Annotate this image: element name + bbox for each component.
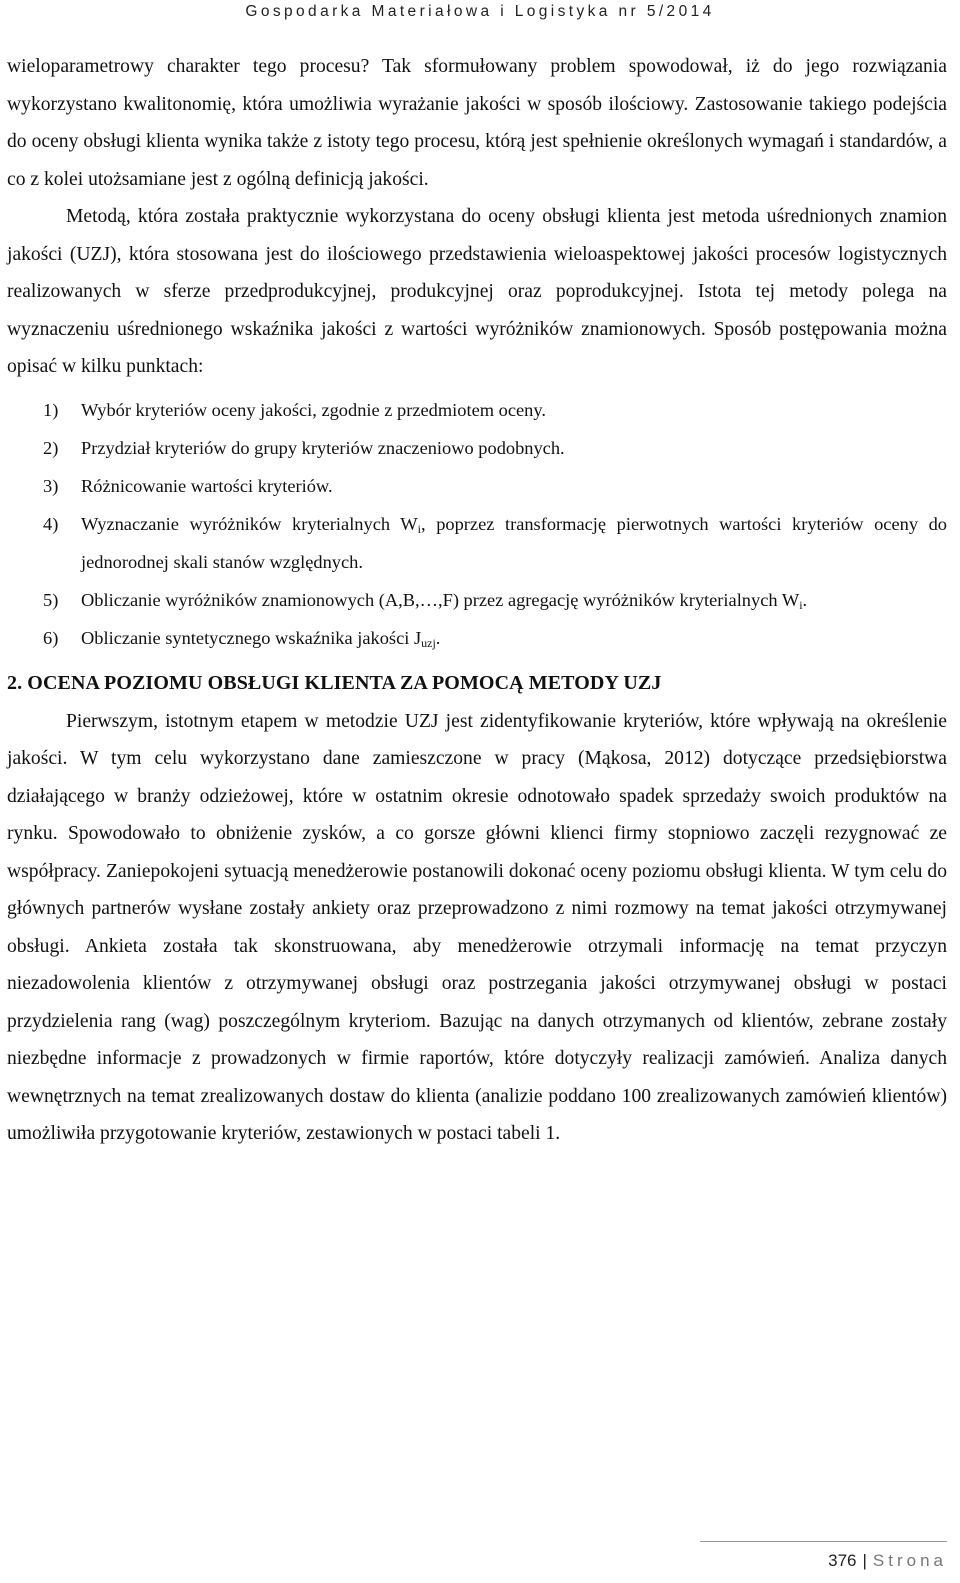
step-number: 4) bbox=[43, 513, 59, 534]
section-heading: 2. OCENA POZIOMU OBSŁUGI KLIENTA ZA POMOCĄ METODY UZJ bbox=[7, 671, 662, 694]
list-item bbox=[7, 429, 947, 467]
page-number: 376 bbox=[828, 1551, 857, 1570]
subscript: i bbox=[417, 521, 422, 536]
footer-rule bbox=[700, 1541, 947, 1542]
list-item bbox=[7, 619, 947, 657]
step-text: Różnicowanie wartości kryteriów. bbox=[81, 475, 333, 496]
step-number: 6) bbox=[43, 627, 59, 648]
step-text-after: , poprzez transformację pierwotnych wartości kryteriów oceny do jednorodnej skali stanów względnych. bbox=[81, 513, 947, 572]
step-number: 2) bbox=[43, 437, 59, 458]
step-text: Przydział kryteriów do grupy kryteriów znaczeniowo podobnych. bbox=[81, 437, 565, 458]
step-text: Wybór kryteriów oceny jakości, zgodnie z przedmiotem oceny. bbox=[81, 399, 546, 420]
step-text: Obliczanie syntetycznego wskaźnika jakości J bbox=[81, 627, 422, 648]
steps-list bbox=[7, 391, 947, 657]
page-footer bbox=[828, 1546, 947, 1576]
paragraph-intro: wieloparametrowy charakter tego procesu? Tak sformułowany problem spowodował, iż do jego rozwiązania wykorzystano kwalitonomię, która umożliwia wyrażanie jakości w sposób ilościowy. Zastosowanie takiego podejścia do oceny obsługi klienta wynika także z istoty tego procesu, którą jest spełnienie określonych wymagań i standardów, a co z kolei utożsamiane jest z ogólną definicją jakości. bbox=[7, 56, 947, 190]
step-text-after: . bbox=[802, 589, 808, 610]
step-text: Wyznaczanie wyróżników kryterialnych W bbox=[81, 513, 418, 534]
list-item bbox=[7, 467, 947, 505]
paragraph-method: Metodą, która została praktycznie wykorzystana do oceny obsługi klienta jest metoda uśrednionych znamion jakości (UZJ), która stosowana jest do ilościowego przedstawienia wieloaspektowej jakości procesów logistycznych realizowanych w sferze przedprodukcyjnej, produkcyjnej oraz poprodukcyjnej. Istota tej metody polega na wyznaczeniu uśrednionego wskaźnika jakości z wartości wyróżników znamionowych. Sposób postępowania można opisać w kilku punktach: bbox=[7, 206, 947, 377]
list-item bbox=[7, 505, 947, 581]
step-text: Obliczanie wyróżników znamionowych (A,B,…,F) przez agregację wyróżników kryterialnych W bbox=[81, 589, 800, 610]
subscript: uzj bbox=[421, 635, 436, 650]
footer-separator: | bbox=[862, 1551, 867, 1570]
step-text-after: . bbox=[435, 627, 441, 648]
step-number: 5) bbox=[43, 589, 59, 610]
step-number: 3) bbox=[43, 475, 59, 496]
page-body bbox=[7, 48, 947, 1153]
journal-header: Gospodarka Materiałowa i Logistyka nr 5/2014 bbox=[245, 3, 715, 20]
subscript: i bbox=[799, 597, 803, 612]
step-number: 1) bbox=[43, 399, 59, 420]
list-item bbox=[7, 581, 947, 619]
page-label: Strona bbox=[872, 1551, 947, 1570]
list-item bbox=[7, 391, 947, 429]
paragraph-criteria: Pierwszym, istotnym etapem w metodzie UZJ jest zidentyfikowanie kryteriów, które wpływają na określenie jakości. W tym celu wykorzystano dane zamieszczone w pracy (Mąkosa, 2012) dotyczące przedsiębiorstwa działającego w branży odzieżowej, które w ostatnim okresie odnotowało spadek sprzedaży swoich produktów na rynku. Spowodowało to obniżenie zysków, a co gorsze główni klienci firmy stopniowo zaczęli rezygnować ze współpracy. Zaniepokojeni sytuacją menedżerowie postanowili dokonać oceny poziomu obsługi klienta. W tym celu do głównych partnerów wysłane zostały ankiety oraz przeprowadzono z nimi rozmowy na temat jakości otrzymywanej obsługi. Ankieta została tak skonstruowana, aby menedżerowie otrzymali informację na temat przyczyn niezadowolenia klientów z otrzymywanej obsługi oraz postrzegania jakości otrzymywanej obsługi w postaci przydzielenia rang (wag) poszczególnym kryteriom. Bazując na danych otrzymanych od klientów, zebrane zostały niezbędne informacje z prowadzonych w firmie raportów, które dotyczyły realizacji zamówień. Analiza danych wewnętrznych na temat zrealizowanych dostaw do klienta (analizie poddano 100 zrealizowanych zamówień klientów) umożliwiła przygotowanie kryteriów, zestawionych w postaci tabeli 1. bbox=[7, 710, 947, 1144]
